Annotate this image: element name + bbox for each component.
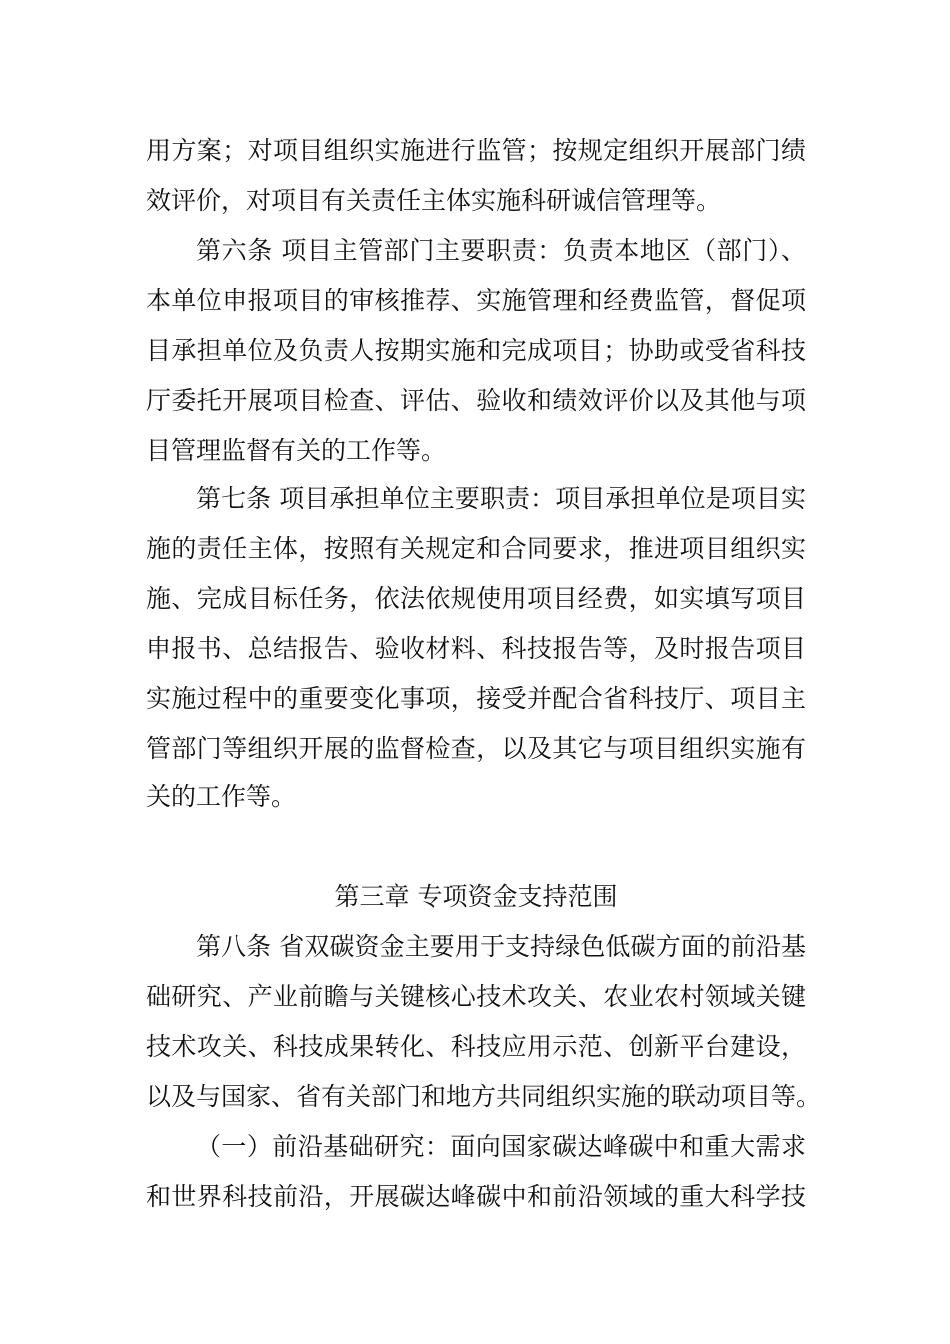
text-line: 厅委托开展项目检查、评估、验收和绩效评价以及其他与项 bbox=[146, 386, 806, 415]
text-line: 效评价，对项目有关责任主体实施科研诚信管理等。 bbox=[146, 186, 722, 215]
chapter-heading: 第三章 专项资金支持范围 bbox=[334, 882, 618, 911]
article-6-text: 第六条 项目主管部门主要职责：负责本地区（部门）、 bbox=[196, 236, 806, 265]
text-line: 申报书、总结报告、验收材料、科技报告等，及时报告项目 bbox=[146, 634, 806, 663]
text-line: 施、完成目标任务，依法依规使用项目经费，如实填写项目 bbox=[146, 584, 806, 613]
text-line: 和世界科技前沿，开展碳达峰碳中和前沿领域的重大科学技 bbox=[146, 1182, 806, 1211]
text-line: 管部门等组织开展的监督检查，以及其它与项目组织实施有 bbox=[146, 734, 806, 763]
text-line: 以及与国家、省有关部门和地方共同组织实施的联动项目等。 bbox=[146, 1082, 822, 1111]
article-8-text: 第八条 省双碳资金主要用于支持绿色低碳方面的前沿基 bbox=[196, 932, 806, 961]
text-line: 础研究、产业前瞻与关键核心技术攻关、农业农村领域关键 bbox=[146, 982, 806, 1011]
text-line: 关的工作等。 bbox=[146, 782, 297, 811]
article-7-text: 第七条 项目承担单位主要职责：项目承担单位是项目实 bbox=[196, 484, 806, 513]
text-line: 技术攻关、科技成果转化、科技应用示范、创新平台建设， bbox=[146, 1032, 806, 1061]
text-line: 施的责任主体，按照有关规定和合同要求，推进项目组织实 bbox=[146, 534, 806, 563]
text-line: 实施过程中的重要变化事项，接受并配合省科技厅、项目主 bbox=[146, 684, 806, 713]
text-line: 用方案；对项目组织实施进行监管；按规定组织开展部门绩 bbox=[146, 136, 806, 165]
item-1-text: （一）前沿基础研究：面向国家碳达峰碳中和重大需求 bbox=[196, 1132, 806, 1161]
text-line: 目管理监督有关的工作等。 bbox=[146, 436, 447, 465]
text-line: 目承担单位及负责人按期实施和完成项目；协助或受省科技 bbox=[146, 336, 806, 365]
text-line: 本单位申报项目的审核推荐、实施管理和经费监管，督促项 bbox=[146, 286, 806, 315]
